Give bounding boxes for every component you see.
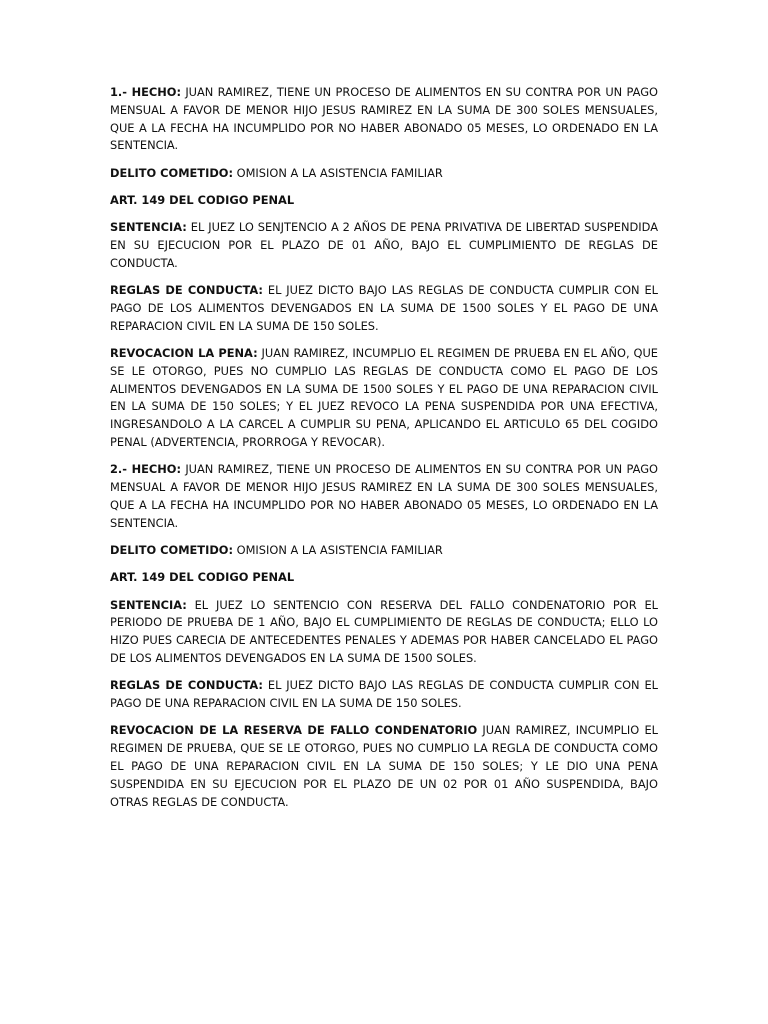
paragraph-text: EL JUEZ DICTO BAJO LAS REGLAS DE CONDUCTA CUMPLIR CON EL PAGO DE LOS ALIMENTOS DEVENGADOS EN LA SUMA DE 1500 SOLES Y EL PAGO DE UNA REPARACION CIVIL EN LA SUMA DE 150 SOLES. bbox=[110, 283, 658, 333]
paragraph-delito-2 bbox=[110, 542, 658, 560]
paragraph-hecho-2 bbox=[110, 461, 658, 532]
paragraph-label: REVOCACION DE LA RESERVA DE FALLO CONDENATORIO bbox=[110, 723, 478, 738]
paragraph-label: ART. 149 DEL CODIGO PENAL bbox=[110, 570, 295, 585]
paragraph-label: REGLAS DE CONDUCTA: bbox=[110, 283, 263, 298]
paragraph-label: DELITO COMETIDO: bbox=[110, 165, 234, 180]
paragraph-label: REGLAS DE CONDUCTA: bbox=[110, 678, 263, 693]
paragraph-label: SENTENCIA: bbox=[110, 220, 187, 235]
paragraph-delito-1 bbox=[110, 165, 658, 183]
paragraph-text: OMISION A LA ASISTENCIA FAMILIAR bbox=[233, 165, 443, 180]
paragraph-articulo-2 bbox=[110, 569, 658, 587]
paragraph-label: DELITO COMETIDO: bbox=[110, 543, 234, 558]
paragraph-articulo-1 bbox=[110, 192, 658, 210]
paragraph-label: 2.- HECHO: bbox=[110, 462, 182, 477]
paragraph-sentencia-1 bbox=[110, 219, 658, 272]
paragraph-text: EL JUEZ LO SENTENCIO CON RESERVA DEL FALLO CONDENATORIO POR EL PERIODO DE PRUEBA DE 1 AÑO, BAJO EL CUMPLIMIENTO DE REGLAS DE CONDUCTA; ELLO LO HIZO PUES CARECIA DE ANTECEDENTES PENALES Y ADEMAS POR HABER CANCELADO EL PAGO DE LOS ALIMENTOS DEVENGADOS EN LA SUMA DE 1500 SOLES. bbox=[110, 597, 658, 666]
paragraph-label: ART. 149 DEL CODIGO PENAL bbox=[110, 192, 295, 207]
paragraph-revocacion-1 bbox=[110, 345, 658, 452]
paragraph-reglas-2 bbox=[110, 677, 658, 713]
paragraph-text: EL JUEZ DICTO BAJO LAS REGLAS DE CONDUCTA CUMPLIR CON EL PAGO DE UNA REPARACION CIVIL EN LA SUMA DE 150 SOLES. bbox=[110, 678, 658, 711]
paragraph-text: JUAN RAMIREZ, TIENE UN PROCESO DE ALIMENTOS EN SU CONTRA POR UN PAGO MENSUAL A FAVOR DE MENOR HIJO JESUS RAMIREZ EN LA SUMA DE 300 SOLES MENSUALES, QUE A LA FECHA HA INCUMPLIDO POR NO HABER ABONADO 05 MESES, LO ORDENADO EN LA SENTENCIA. bbox=[110, 85, 658, 153]
paragraph-hecho-1 bbox=[110, 84, 658, 155]
document-page bbox=[110, 84, 658, 821]
paragraph-sentencia-2 bbox=[110, 597, 658, 668]
paragraph-text: JUAN RAMIREZ, INCUMPLIO EL REGIMEN DE PRUEBA EN EL AÑO, QUE SE LE OTORGO, PUES NO CUMPLIO LAS REGLAS DE CONDUCTA COMO EL PAGO DE LOS ALIMENTOS DEVENGADOS EN LA SUMA DE 1500 SOLES Y EL PAGO DE UNA REPARACION CIVIL EN LA SUMA DE 150 SOLES; Y EL JUEZ REVOCO LA PENA SUSPENDIDA POR UNA EFECTIVA, INGRESANDOLO A LA CARCEL A CUMPLIR SU PENA, APLICANDO EL ARTICULO 65 DEL COGIDO PENAL (ADVERTENCIA, PRORROGA Y REVOCAR). bbox=[110, 346, 658, 450]
paragraph-reglas-1 bbox=[110, 282, 658, 335]
paragraph-text: EL JUEZ LO SENJTENCIO A 2 AÑOS DE PENA PRIVATIVA DE LIBERTAD SUSPENDIDA EN SU EJECUCION POR EL PLAZO DE 01 AÑO, BAJO EL CUMPLIMIENTO DE REGLAS DE CONDUCTA. bbox=[110, 220, 658, 270]
paragraph-text: JUAN RAMIREZ, TIENE UN PROCESO DE ALIMENTOS EN SU CONTRA POR UN PAGO MENSUAL A FAVOR DE MENOR HIJO JESUS RAMIREZ EN LA SUMA DE 300 SOLES MENSUALES, QUE A LA FECHA HA INCUMPLIDO POR NO HABER ABONADO 05 MESES, LO ORDENADO EN LA SENTENCIA. bbox=[110, 462, 658, 530]
paragraph-revocacion-2 bbox=[110, 722, 658, 811]
paragraph-label: REVOCACION LA PENA: bbox=[110, 346, 258, 361]
paragraph-text: OMISION A LA ASISTENCIA FAMILIAR bbox=[233, 543, 443, 558]
paragraph-text: JUAN RAMIREZ, INCUMPLIO EL REGIMEN DE PRUEBA, QUE SE LE OTORGO, PUES NO CUMPLIO LA REGLA DE CONDUCTA COMO EL PAGO DE UNA REPARACION CIVIL EN LA SUMA DE 150 SOLES; Y LE DIO UNA PENA SUSPENDIDA EN SU EJECUCION POR EL PLAZO DE UN 02 POR 01 AÑO SUSPENDIDA, BAJO OTRAS REGLAS DE CONDUCTA. bbox=[110, 723, 658, 809]
paragraph-label: 1.- HECHO: bbox=[110, 85, 182, 99]
paragraph-label: SENTENCIA: bbox=[110, 597, 187, 612]
